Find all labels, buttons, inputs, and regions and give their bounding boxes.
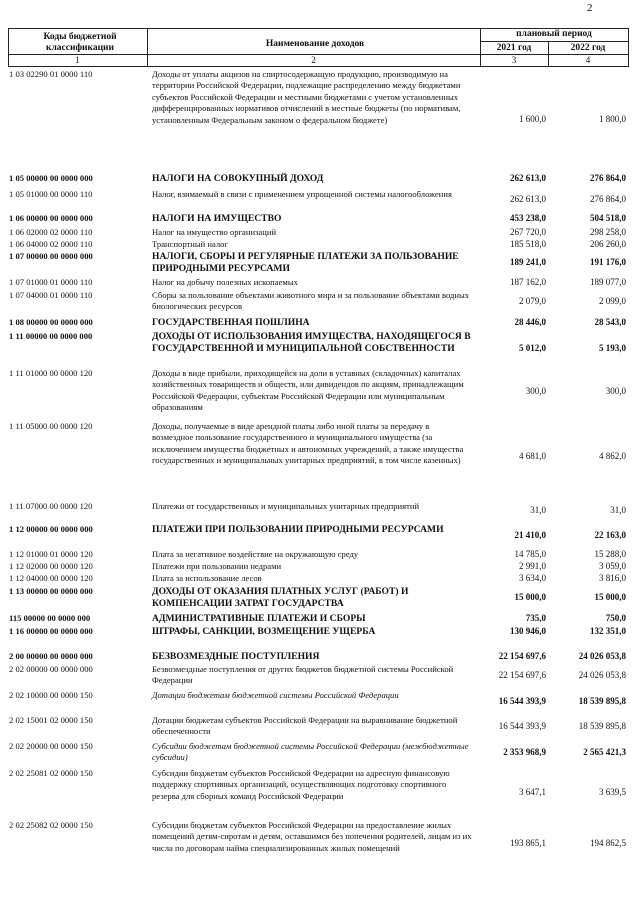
row-value-2022: 750,0 xyxy=(605,613,626,623)
row-value-2021: 300,0 xyxy=(525,386,546,396)
row-name: Плата за негативное воздействие на окружающую среду xyxy=(152,549,359,559)
row-value-2021: 31,0 xyxy=(530,505,546,515)
col-num-1: 1 xyxy=(75,55,80,65)
row-code: 1 12 01000 01 0000 120 xyxy=(9,549,93,559)
row-value-2021: 453 238,0 xyxy=(510,213,546,223)
row-value-2022: 15 000,0 xyxy=(594,592,626,602)
row-value-2021: 21 410,0 xyxy=(514,530,546,540)
page-number: 2 xyxy=(587,2,593,14)
row-code: 1 08 00000 00 0000 000 xyxy=(9,317,93,327)
row-value-2022: 3 639,5 xyxy=(599,787,626,797)
row-value-2022: 15 288,0 xyxy=(594,549,626,559)
row-name: ДОХОДЫ ОТ ИСПОЛЬЗОВАНИЯ ИМУЩЕСТВА, НАХОДЯЩЕГОСЯ В ГОСУДАРСТВЕННОЙ И МУНИЦИПАЛЬНОЙ СОБСТВЕННОСТИ xyxy=(152,331,471,354)
row-value-2022: 3 816,0 xyxy=(599,573,626,583)
row-name: Платежи при пользовании недрами xyxy=(152,561,282,571)
row-value-2021: 735,0 xyxy=(525,613,546,623)
row-code: 2 02 00000 00 0000 000 xyxy=(9,664,93,674)
row-value-2022: 206 260,0 xyxy=(590,239,626,249)
row-name: Доходы, получаемые в виде арендной платы либо иной платы за передачу в возмездное пользование государственного и муниципального имущества (за исключением имущества бюджетных и автономных учреждений, а также имущества государственных и муниципальных унитарных предприятий, в том числе казенных) xyxy=(152,421,464,466)
row-value-2022: 18 539 895,8 xyxy=(578,696,626,706)
year1-header: 2021 год xyxy=(496,43,532,53)
row-value-2022: 18 539 895,8 xyxy=(578,721,626,731)
row-value-2021: 28 446,0 xyxy=(514,317,546,327)
col-num-2: 2 xyxy=(311,55,316,65)
row-value-2022: 5 193,0 xyxy=(599,343,626,353)
row-value-2021: 16 544 393,9 xyxy=(498,696,546,706)
row-value-2021: 2 079,0 xyxy=(519,296,546,306)
row-name: Налог, взимаемый в связи с применением упрощенной системы налогообложения xyxy=(152,189,452,199)
row-value-2021: 16 544 393,9 xyxy=(498,721,546,731)
row-name: ГОСУДАРСТВЕННАЯ ПОШЛИНА xyxy=(152,317,310,328)
period-header: плановый период xyxy=(516,29,592,39)
row-value-2022: 1 800,0 xyxy=(599,114,626,124)
row-name: АДМИНИСТРАТИВНЫЕ ПЛАТЕЖИ И СБОРЫ xyxy=(152,613,366,624)
row-value-2022: 28 543,0 xyxy=(594,317,626,327)
row-code: 1 12 00000 00 0000 000 xyxy=(9,524,93,534)
row-code: 2 02 15001 02 0000 150 xyxy=(9,715,93,725)
row-name: Субсидии бюджетам субъектов Российской Федерации на предоставление жилых помещений детям-сиротам и детям, оставшимся без попечения родителей, лицам из их числа по договорам найма специализированных жилых помещений xyxy=(152,820,472,853)
row-code: 1 13 00000 00 0000 000 xyxy=(9,586,93,596)
row-code: 2 02 25081 02 0000 150 xyxy=(9,768,93,778)
row-name: ПЛАТЕЖИ ПРИ ПОЛЬЗОВАНИИ ПРИРОДНЫМИ РЕСУРСАМИ xyxy=(152,524,444,535)
row-code: 1 12 04000 00 0000 120 xyxy=(9,573,93,583)
row-name: Субсидии бюджетам субъектов Российской Федерации на адресную финансовую поддержку спортивных организаций, осуществляющих подготовку спортивного резерва для сборных команд Российской Федерации xyxy=(152,768,450,801)
row-value-2022: 24 026 053,8 xyxy=(578,651,626,661)
period-divider-line xyxy=(480,41,628,42)
row-value-2021: 1 600,0 xyxy=(519,114,546,124)
row-value-2021: 185 518,0 xyxy=(510,239,546,249)
row-code: 2 02 25082 02 0000 150 xyxy=(9,820,93,830)
row-name: Дотации бюджетам субъектов Российской Федерации на выравнивание бюджетной обеспеченности xyxy=(152,715,458,737)
row-name: Дотации бюджетам бюджетной системы Российской Федерации xyxy=(152,690,399,700)
row-code: 2 02 10000 00 0000 150 xyxy=(9,690,93,700)
row-value-2022: 132 351,0 xyxy=(590,626,626,636)
row-name: Доходы от уплаты акцизов на спиртосодержащую продукцию, производимую на территории Российской Федерации, подлежащие распределению между бюджетами субъектов Российской Федерации и местными бюджетами с учетом установленных дифференцированных нормативов отчислений в местные бюджеты (по нормативам, установленным Федеральным законом о федеральном бюджете) xyxy=(152,69,461,125)
row-code: 1 06 00000 00 0000 000 xyxy=(9,213,93,223)
row-value-2022: 2 565 421,3 xyxy=(583,747,626,757)
row-value-2021: 22 154 697,6 xyxy=(498,670,546,680)
row-name: Доходы в виде прибыли, приходящейся на доли в уставных (складочных) капиталах хозяйственных товариществ и обществ, или дивидендов по акциям, принадлежащим Российской Федерации, субъектам Российской Федерации или муниципальным образованиям xyxy=(152,368,464,413)
row-name: НАЛОГИ НА СОВОКУПНЫЙ ДОХОД xyxy=(152,173,324,184)
row-value-2022: 276 864,0 xyxy=(590,173,626,183)
col-num-4: 4 xyxy=(585,55,591,65)
row-value-2022: 276 864,0 xyxy=(590,194,626,204)
row-value-2021: 4 681,0 xyxy=(519,451,546,461)
row-name: Сборы за пользование объектами животного мира и за пользование объектами водных биологических ресурсов xyxy=(152,290,470,312)
row-name: Безвозмездные поступления от других бюджетов бюджетной системы Российской Федерации xyxy=(152,664,454,686)
row-value-2021: 22 154 697,6 xyxy=(498,651,546,661)
row-code: 1 11 07000 00 0000 120 xyxy=(9,501,93,511)
row-value-2021: 187 162,0 xyxy=(510,277,546,287)
row-value-2021: 2 991,0 xyxy=(519,561,546,571)
row-value-2022: 504 518,0 xyxy=(590,213,626,223)
col-name-header: Наименование доходов xyxy=(265,39,365,49)
row-code: 1 12 02000 00 0000 120 xyxy=(9,561,93,571)
row-value-2021: 189 241,0 xyxy=(510,257,546,267)
row-name: Налог на имущество организаций xyxy=(152,227,277,237)
row-name: НАЛОГИ НА ИМУЩЕСТВО xyxy=(152,213,282,224)
col-code-header: Коды бюджетной классификации xyxy=(43,32,117,53)
row-value-2022: 3 059,0 xyxy=(599,561,626,571)
row-code: 1 03 02290 01 0000 110 xyxy=(9,69,93,79)
row-value-2022: 189 077,0 xyxy=(590,277,626,287)
row-code: 1 07 01000 01 0000 110 xyxy=(9,277,93,287)
row-value-2022: 22 163,0 xyxy=(594,530,626,540)
row-code: 1 05 00000 00 0000 000 xyxy=(9,173,93,183)
row-value-2021: 262 613,0 xyxy=(510,173,546,183)
row-code: 1 07 04000 01 0000 110 xyxy=(9,290,93,300)
header-top-line xyxy=(8,28,628,29)
row-value-2021: 130 946,0 xyxy=(510,626,546,636)
row-value-2022: 191 176,0 xyxy=(590,257,626,267)
row-value-2022: 2 099,0 xyxy=(599,296,626,306)
row-code: 115 00000 00 0000 000 xyxy=(9,613,91,623)
row-name: НАЛОГИ, СБОРЫ И РЕГУЛЯРНЫЕ ПЛАТЕЖИ ЗА ПОЛЬЗОВАНИЕ ПРИРОДНЫМИ РЕСУРСАМИ xyxy=(152,251,459,274)
row-code: 1 11 05000 00 0000 120 xyxy=(9,421,93,431)
row-value-2022: 4 862,0 xyxy=(599,451,626,461)
row-value-2021: 3 634,0 xyxy=(519,573,546,583)
row-code: 1 16 00000 00 0000 000 xyxy=(9,626,93,636)
row-name: Платежи от государственных и муниципальных унитарных предприятий xyxy=(152,501,420,511)
row-code: 2 02 20000 00 0000 150 xyxy=(9,741,93,751)
row-name: ШТРАФЫ, САНКЦИИ, ВОЗМЕЩЕНИЕ УЩЕРБА xyxy=(152,626,376,637)
row-name: Субсидии бюджетам бюджетной системы Российской Федерации (межбюджетные субсидии) xyxy=(152,741,469,763)
row-value-2021: 5 012,0 xyxy=(519,343,546,353)
row-value-2021: 193 865,1 xyxy=(510,838,546,848)
row-code: 1 06 04000 02 0000 110 xyxy=(9,239,93,249)
col-num-3: 3 xyxy=(511,55,517,65)
row-value-2021: 2 353 968,9 xyxy=(503,747,546,757)
row-name: Транспортный налог xyxy=(152,239,229,249)
row-code: 1 11 00000 00 0000 000 xyxy=(9,331,93,341)
row-value-2021: 267 720,0 xyxy=(510,227,546,237)
row-code: 1 11 01000 00 0000 120 xyxy=(9,368,93,378)
row-value-2022: 194 862,5 xyxy=(590,838,626,848)
row-value-2021: 15 000,0 xyxy=(514,592,546,602)
row-value-2021: 14 785,0 xyxy=(514,549,546,559)
row-value-2021: 3 647,1 xyxy=(519,787,546,797)
row-code: 1 06 02000 02 0000 110 xyxy=(9,227,93,237)
row-name: БЕЗВОЗМЕЗДНЫЕ ПОСТУПЛЕНИЯ xyxy=(152,651,320,662)
row-name: ДОХОДЫ ОТ ОКАЗАНИЯ ПЛАТНЫХ УСЛУГ (РАБОТ) И КОМПЕНСАЦИИ ЗАТРАТ ГОСУДАРСТВА xyxy=(152,586,409,609)
grid-vline xyxy=(628,28,629,67)
row-code: 1 05 01000 00 0000 110 xyxy=(9,189,93,199)
row-name: Налог на добычу полезных ископаемых xyxy=(152,277,298,287)
year2-header: 2022 год xyxy=(570,43,606,53)
row-value-2021: 262 613,0 xyxy=(510,194,546,204)
header-bottom-line xyxy=(8,66,628,67)
row-name: Плата за использование лесов xyxy=(152,573,262,583)
row-code: 2 00 00000 00 0000 000 xyxy=(9,651,93,661)
row-value-2022: 298 258,0 xyxy=(590,227,626,237)
row-value-2022: 24 026 053,8 xyxy=(578,670,626,680)
row-code: 1 07 00000 00 0000 000 xyxy=(9,251,93,261)
row-value-2022: 31,0 xyxy=(610,505,626,515)
row-value-2022: 300,0 xyxy=(605,386,626,396)
